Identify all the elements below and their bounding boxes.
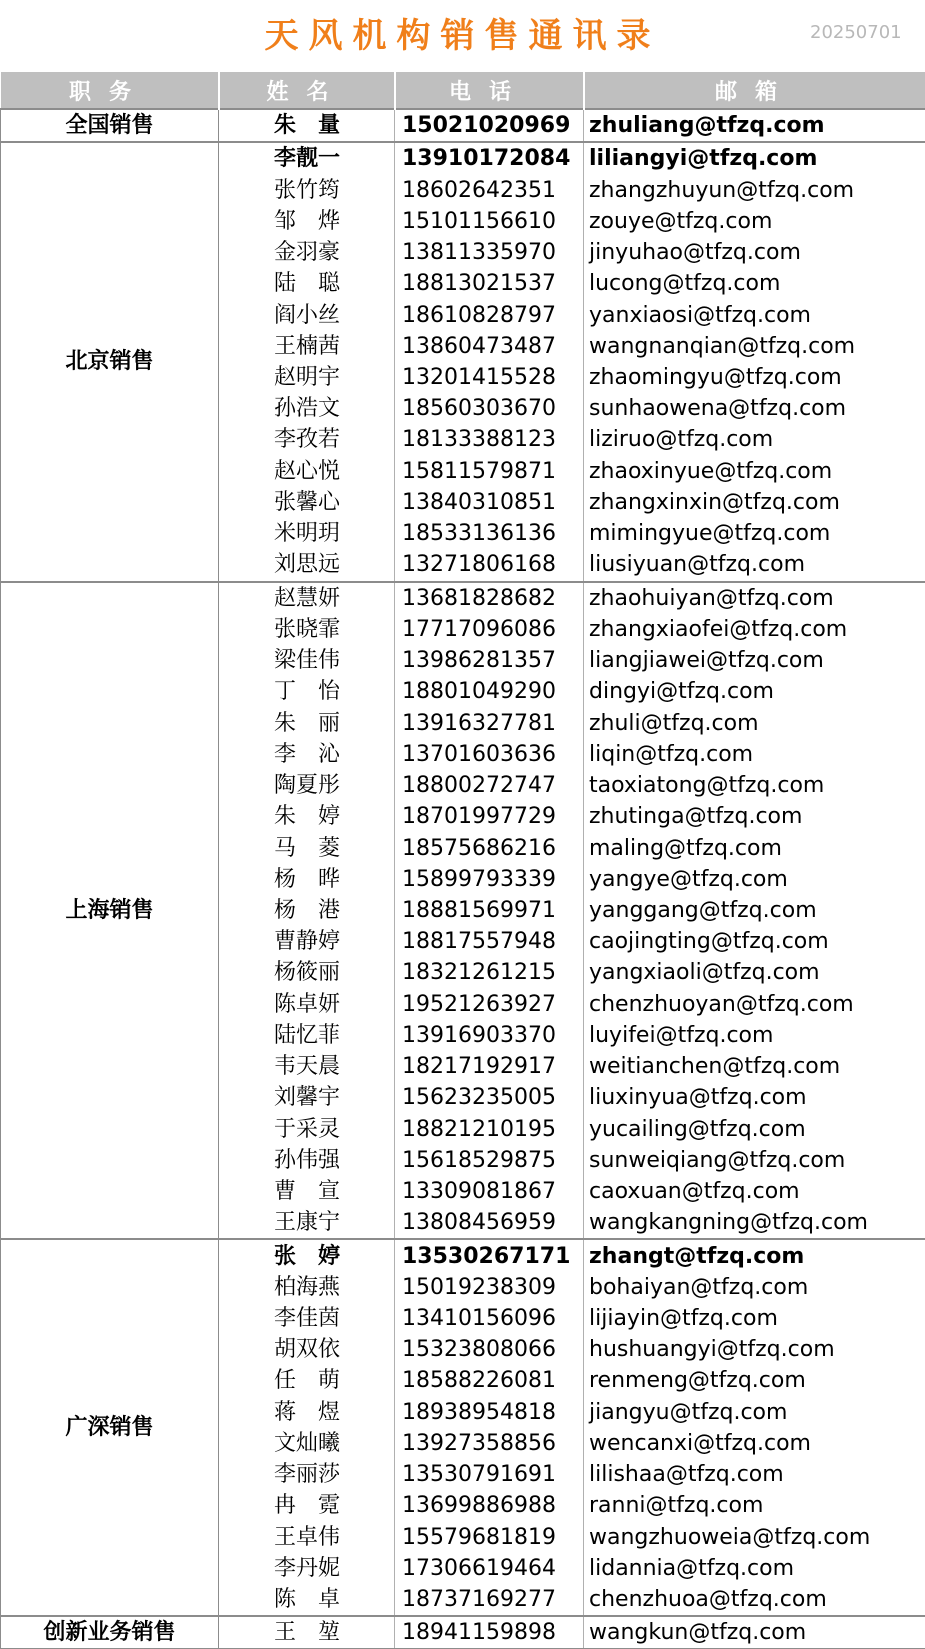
contact-name: 柏海燕 — [219, 1272, 395, 1303]
name-cell — [219, 770, 395, 801]
phone-cell: 13701603636 — [395, 739, 584, 770]
contact-name: 张晓霏 — [219, 614, 395, 645]
phone-cell: 13201415528 — [395, 362, 584, 393]
name-cell — [219, 926, 395, 957]
phone-cell: 13681828682 — [395, 582, 584, 614]
email-cell: liusiyuan@tfzq.com — [584, 549, 925, 581]
name-cell — [219, 1239, 395, 1271]
contact-name: 杨筱丽 — [219, 957, 395, 988]
table-row — [1, 1239, 925, 1271]
name-cell — [219, 424, 395, 455]
email-cell: lijiayin@tfzq.com — [584, 1303, 925, 1334]
email-cell: ranni@tfzq.com — [584, 1490, 925, 1521]
contact-name: 陈 卓 — [219, 1584, 395, 1615]
contact-name: 曹静婷 — [219, 926, 395, 957]
email-cell: lilishaa@tfzq.com — [584, 1459, 925, 1490]
email-cell: yangye@tfzq.com — [584, 864, 925, 895]
name-cell — [219, 1365, 395, 1396]
contact-name: 张 婷 — [219, 1241, 395, 1272]
phone-cell: 15019238309 — [395, 1272, 584, 1303]
name-cell — [219, 1145, 395, 1176]
contact-name: 赵心悦 — [219, 456, 395, 487]
email-cell: liliangyi@tfzq.com — [584, 142, 925, 174]
contact-name: 文灿曦 — [219, 1428, 395, 1459]
contact-name: 朱 婷 — [219, 801, 395, 832]
department-cell: 全国销售 — [1, 109, 219, 142]
email-cell: renmeng@tfzq.com — [584, 1365, 925, 1396]
phone-cell: 17306619464 — [395, 1553, 584, 1584]
contact-name: 李靓一 — [219, 143, 395, 174]
table-row — [1, 109, 925, 142]
name-cell — [219, 518, 395, 549]
name-cell — [219, 645, 395, 676]
contact-name: 马 菱 — [219, 833, 395, 864]
contact-name: 赵明宇 — [219, 362, 395, 393]
department-cell: 上海销售 — [1, 582, 219, 1240]
phone-cell: 18217192917 — [395, 1051, 584, 1082]
name-cell — [219, 1020, 395, 1051]
contact-name: 阎小丝 — [219, 300, 395, 331]
name-cell — [219, 676, 395, 707]
name-cell — [219, 1051, 395, 1082]
contact-name: 李丹妮 — [219, 1553, 395, 1584]
email-cell: chenzhuoyan@tfzq.com — [584, 989, 925, 1020]
email-cell: zhutinga@tfzq.com — [584, 801, 925, 832]
email-cell: sunhaowena@tfzq.com — [584, 393, 925, 424]
contact-name: 陆忆菲 — [219, 1020, 395, 1051]
table-row — [1, 142, 925, 174]
name-cell — [219, 1459, 395, 1490]
contact-directory-table — [0, 72, 925, 1649]
email-cell: wencanxi@tfzq.com — [584, 1428, 925, 1459]
email-cell: maling@tfzq.com — [584, 832, 925, 863]
phone-cell: 18881569971 — [395, 895, 584, 926]
email-cell: zhuli@tfzq.com — [584, 707, 925, 738]
phone-cell: 18821210195 — [395, 1114, 584, 1145]
phone-cell: 13840310851 — [395, 487, 584, 518]
contact-name: 王楠茜 — [219, 331, 395, 362]
contact-name: 李佳茵 — [219, 1303, 395, 1334]
email-cell: sunweiqiang@tfzq.com — [584, 1145, 925, 1176]
email-cell: zhangzhuyun@tfzq.com — [584, 174, 925, 205]
name-cell — [219, 614, 395, 645]
contact-name: 韦天晨 — [219, 1051, 395, 1082]
phone-cell: 15579681819 — [395, 1522, 584, 1553]
contact-name: 李孜若 — [219, 424, 395, 455]
contact-name: 赵慧妍 — [219, 583, 395, 614]
contact-name: 孙浩文 — [219, 393, 395, 424]
table-row — [1, 1616, 925, 1649]
contact-name: 丁 怡 — [219, 676, 395, 707]
email-cell: dingyi@tfzq.com — [584, 676, 925, 707]
contact-name: 王卓伟 — [219, 1522, 395, 1553]
email-cell: zhangt@tfzq.com — [584, 1239, 925, 1271]
phone-cell: 18133388123 — [395, 424, 584, 455]
name-cell — [219, 1207, 395, 1239]
contact-name: 杨 晔 — [219, 864, 395, 895]
email-cell: mimingyue@tfzq.com — [584, 518, 925, 549]
column-header-email: 邮箱 — [584, 72, 925, 109]
name-cell — [219, 801, 395, 832]
email-cell: lucong@tfzq.com — [584, 268, 925, 299]
column-header-phone: 电话 — [395, 72, 584, 109]
email-cell: zhangxiaofei@tfzq.com — [584, 614, 925, 645]
contact-name: 王康宁 — [219, 1207, 395, 1238]
name-cell — [219, 1490, 395, 1521]
name-cell — [219, 109, 395, 142]
name-cell — [219, 739, 395, 770]
phone-cell: 13927358856 — [395, 1428, 584, 1459]
name-cell — [219, 299, 395, 330]
phone-cell: 13916903370 — [395, 1020, 584, 1051]
name-cell — [219, 1616, 395, 1649]
contact-name: 曹 宣 — [219, 1176, 395, 1207]
name-cell — [219, 1428, 395, 1459]
phone-cell: 18737169277 — [395, 1584, 584, 1616]
contact-name: 蒋 煜 — [219, 1397, 395, 1428]
column-header-role: 职务 — [1, 72, 219, 109]
name-cell — [219, 456, 395, 487]
name-cell — [219, 1553, 395, 1584]
phone-cell: 15618529875 — [395, 1145, 584, 1176]
phone-cell: 15811579871 — [395, 456, 584, 487]
name-cell — [219, 362, 395, 393]
contact-name: 冉 霓 — [219, 1490, 395, 1521]
name-cell — [219, 268, 395, 299]
department-cell: 创新业务销售 — [1, 1616, 219, 1649]
name-cell — [219, 1176, 395, 1207]
phone-cell: 13410156096 — [395, 1303, 584, 1334]
contact-name: 刘馨宇 — [219, 1082, 395, 1113]
phone-cell: 13699886988 — [395, 1490, 584, 1521]
phone-cell: 18533136136 — [395, 518, 584, 549]
email-cell: liangjiawei@tfzq.com — [584, 645, 925, 676]
phone-cell: 13808456959 — [395, 1207, 584, 1239]
name-cell — [219, 832, 395, 863]
name-cell — [219, 1334, 395, 1365]
email-cell: bohaiyan@tfzq.com — [584, 1272, 925, 1303]
name-cell — [219, 1272, 395, 1303]
email-cell: liuxinyua@tfzq.com — [584, 1082, 925, 1113]
email-cell: zhaomingyu@tfzq.com — [584, 362, 925, 393]
name-cell — [219, 487, 395, 518]
contact-name: 陶夏彤 — [219, 770, 395, 801]
phone-cell: 17717096086 — [395, 614, 584, 645]
name-cell — [219, 1114, 395, 1145]
contact-name: 刘思远 — [219, 549, 395, 580]
email-cell: weitianchen@tfzq.com — [584, 1051, 925, 1082]
phone-cell: 18941159898 — [395, 1616, 584, 1649]
email-cell: zhangxinxin@tfzq.com — [584, 487, 925, 518]
phone-cell: 18817557948 — [395, 926, 584, 957]
phone-cell: 13309081867 — [395, 1176, 584, 1207]
name-cell — [219, 989, 395, 1020]
name-cell — [219, 957, 395, 988]
phone-cell: 15021020969 — [395, 109, 584, 142]
phone-cell: 13271806168 — [395, 549, 584, 581]
email-cell: caoxuan@tfzq.com — [584, 1176, 925, 1207]
contact-name: 孙伟强 — [219, 1145, 395, 1176]
phone-cell: 18813021537 — [395, 268, 584, 299]
name-cell — [219, 1303, 395, 1334]
name-cell — [219, 393, 395, 424]
table-header-row — [1, 72, 925, 109]
contact-name: 张馨心 — [219, 487, 395, 518]
contact-name: 李 沁 — [219, 739, 395, 770]
contact-name: 于采灵 — [219, 1114, 395, 1145]
phone-cell: 13910172084 — [395, 142, 584, 174]
email-cell: wangkangning@tfzq.com — [584, 1207, 925, 1239]
name-cell — [219, 1522, 395, 1553]
phone-cell: 18575686216 — [395, 832, 584, 863]
contact-name: 梁佳伟 — [219, 645, 395, 676]
phone-cell: 18938954818 — [395, 1397, 584, 1428]
contact-name: 米明玥 — [219, 518, 395, 549]
contact-name: 王 堃 — [219, 1617, 395, 1648]
phone-cell: 15899793339 — [395, 864, 584, 895]
contact-name: 任 萌 — [219, 1365, 395, 1396]
contact-name: 金羽豪 — [219, 237, 395, 268]
phone-cell: 18701997729 — [395, 801, 584, 832]
email-cell: jinyuhao@tfzq.com — [584, 237, 925, 268]
phone-cell: 18602642351 — [395, 174, 584, 205]
phone-cell: 15323808066 — [395, 1334, 584, 1365]
email-cell: yanggang@tfzq.com — [584, 895, 925, 926]
contact-name: 李丽莎 — [219, 1459, 395, 1490]
phone-cell: 18560303670 — [395, 393, 584, 424]
email-cell: wangnanqian@tfzq.com — [584, 331, 925, 362]
phone-cell: 18800272747 — [395, 770, 584, 801]
column-header-name: 姓名 — [219, 72, 395, 109]
email-cell: liziruo@tfzq.com — [584, 424, 925, 455]
directory-body — [1, 109, 925, 1649]
phone-cell: 13916327781 — [395, 707, 584, 738]
phone-cell: 13811335970 — [395, 237, 584, 268]
department-cell: 广深销售 — [1, 1239, 219, 1616]
phone-cell: 13986281357 — [395, 645, 584, 676]
phone-cell: 13860473487 — [395, 331, 584, 362]
name-cell — [219, 707, 395, 738]
name-cell — [219, 206, 395, 237]
email-cell: wangzhuoweia@tfzq.com — [584, 1522, 925, 1553]
contact-name: 朱 量 — [219, 110, 395, 141]
email-cell: zhaoxinyue@tfzq.com — [584, 456, 925, 487]
phone-cell: 18610828797 — [395, 299, 584, 330]
email-cell: caojingting@tfzq.com — [584, 926, 925, 957]
email-cell: jiangyu@tfzq.com — [584, 1397, 925, 1428]
name-cell — [219, 1397, 395, 1428]
name-cell — [219, 864, 395, 895]
phone-cell: 18588226081 — [395, 1365, 584, 1396]
phone-cell: 15101156610 — [395, 206, 584, 237]
phone-cell: 13530791691 — [395, 1459, 584, 1490]
email-cell: yucailing@tfzq.com — [584, 1114, 925, 1145]
email-cell: yanxiaosi@tfzq.com — [584, 299, 925, 330]
contact-name: 胡双依 — [219, 1334, 395, 1365]
contact-name: 朱 丽 — [219, 708, 395, 739]
email-cell: yangxiaoli@tfzq.com — [584, 957, 925, 988]
email-cell: wangkun@tfzq.com — [584, 1616, 925, 1649]
department-cell: 北京销售 — [1, 142, 219, 581]
email-cell: chenzhuoa@tfzq.com — [584, 1584, 925, 1616]
name-cell — [219, 895, 395, 926]
name-cell — [219, 549, 395, 581]
email-cell: zouye@tfzq.com — [584, 206, 925, 237]
name-cell — [219, 1082, 395, 1113]
table-row — [1, 582, 925, 614]
email-cell: zhaohuiyan@tfzq.com — [584, 582, 925, 614]
email-cell: liqin@tfzq.com — [584, 739, 925, 770]
email-cell: zhuliang@tfzq.com — [584, 109, 925, 142]
contact-name: 陈卓妍 — [219, 989, 395, 1020]
contact-name: 张竹筠 — [219, 175, 395, 206]
email-cell: hushuangyi@tfzq.com — [584, 1334, 925, 1365]
contact-name: 杨 港 — [219, 895, 395, 926]
page-title: 天风机构销售通讯录 — [0, 10, 925, 62]
name-cell — [219, 142, 395, 174]
email-cell: taoxiatong@tfzq.com — [584, 770, 925, 801]
email-cell: luyifei@tfzq.com — [584, 1020, 925, 1051]
contact-name: 陆 聪 — [219, 268, 395, 299]
phone-cell: 19521263927 — [395, 989, 584, 1020]
name-cell — [219, 331, 395, 362]
phone-cell: 13530267171 — [395, 1239, 584, 1271]
name-cell — [219, 174, 395, 205]
phone-cell: 18321261215 — [395, 957, 584, 988]
name-cell — [219, 237, 395, 268]
phone-cell: 18801049290 — [395, 676, 584, 707]
contact-name: 邹 烨 — [219, 206, 395, 237]
phone-cell: 15623235005 — [395, 1082, 584, 1113]
name-cell — [219, 1584, 395, 1616]
document-date: 20250701 — [810, 22, 902, 43]
name-cell — [219, 582, 395, 614]
email-cell: lidannia@tfzq.com — [584, 1553, 925, 1584]
